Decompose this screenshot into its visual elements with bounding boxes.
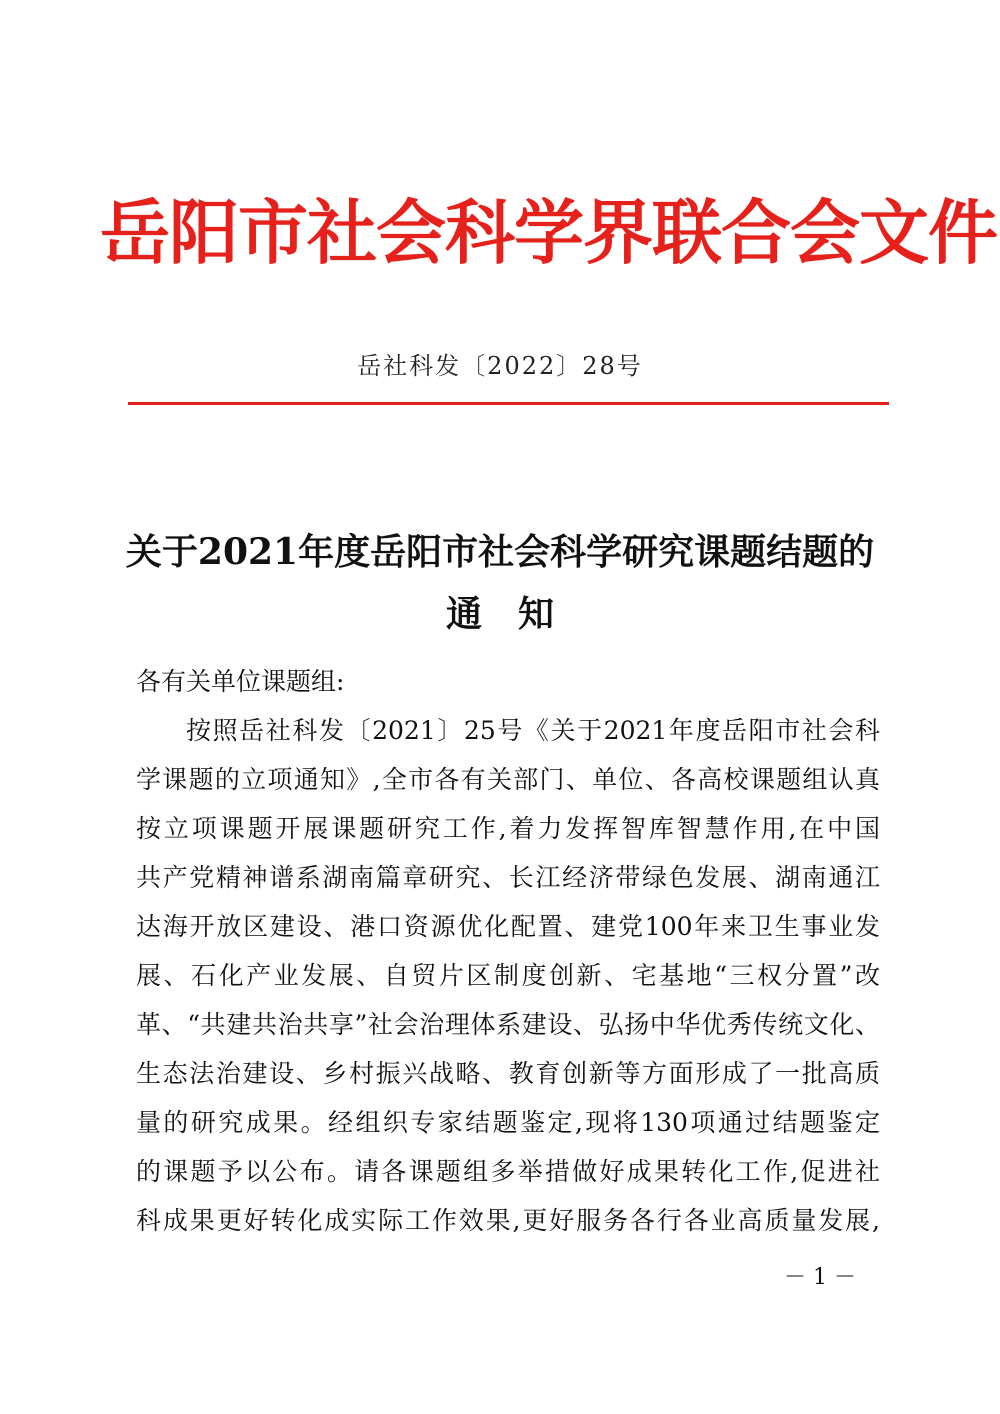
body-line: 达海开放区建设、港口资源优化配置、建党100年来卫生事业发 <box>136 912 880 941</box>
masthead-title: 岳阳市社会科学界联合会文件 <box>100 191 997 274</box>
red-divider-rule <box>128 402 889 405</box>
body-line: 量的研究成果。经组织专家结题鉴定,现将130项通过结题鉴定 <box>136 1108 880 1137</box>
body-line: 科成果更好转化成实际工作效果,更好服务各行各业高质量发展, <box>136 1206 880 1235</box>
body-line: 按立项课题开展课题研究工作,着力发挥智库智慧作用,在中国 <box>136 814 880 843</box>
body-line: 共产党精神谱系湖南篇章研究、长江经济带绿色发展、湖南通江 <box>136 863 880 892</box>
page-number: － 1 － <box>784 1265 856 1290</box>
body-line: 革、“共建共治共享”社会治理体系建设、弘扬中华优秀传统文化、 <box>136 1010 880 1039</box>
salutation: 各有关单位课题组: <box>136 667 345 696</box>
body-line: 展、石化产业发展、自贸片区制度创新、宅基地“三权分置”改 <box>136 961 880 990</box>
body-line: 的课题予以公布。请各课题组多举措做好成果转化工作,促进社 <box>136 1157 880 1186</box>
body-line: 按照岳社科发〔2021〕25号《关于2021年度岳阳市社会科 <box>186 716 880 745</box>
notice-title-line-2: 通 知 <box>445 593 554 635</box>
body-text <box>136 706 880 1245</box>
body-line: 生态法治建设、乡村振兴战略、教育创新等方面形成了一批高质 <box>136 1059 880 1088</box>
notice-title-line-1: 关于2021年度岳阳市社会科学研究课题结题的 <box>125 531 875 573</box>
body-line: 学课题的立项通知》,全市各有关部门、单位、各高校课题组认真 <box>136 765 880 794</box>
document-number: 岳社科发〔2022〕28号 <box>357 352 643 380</box>
